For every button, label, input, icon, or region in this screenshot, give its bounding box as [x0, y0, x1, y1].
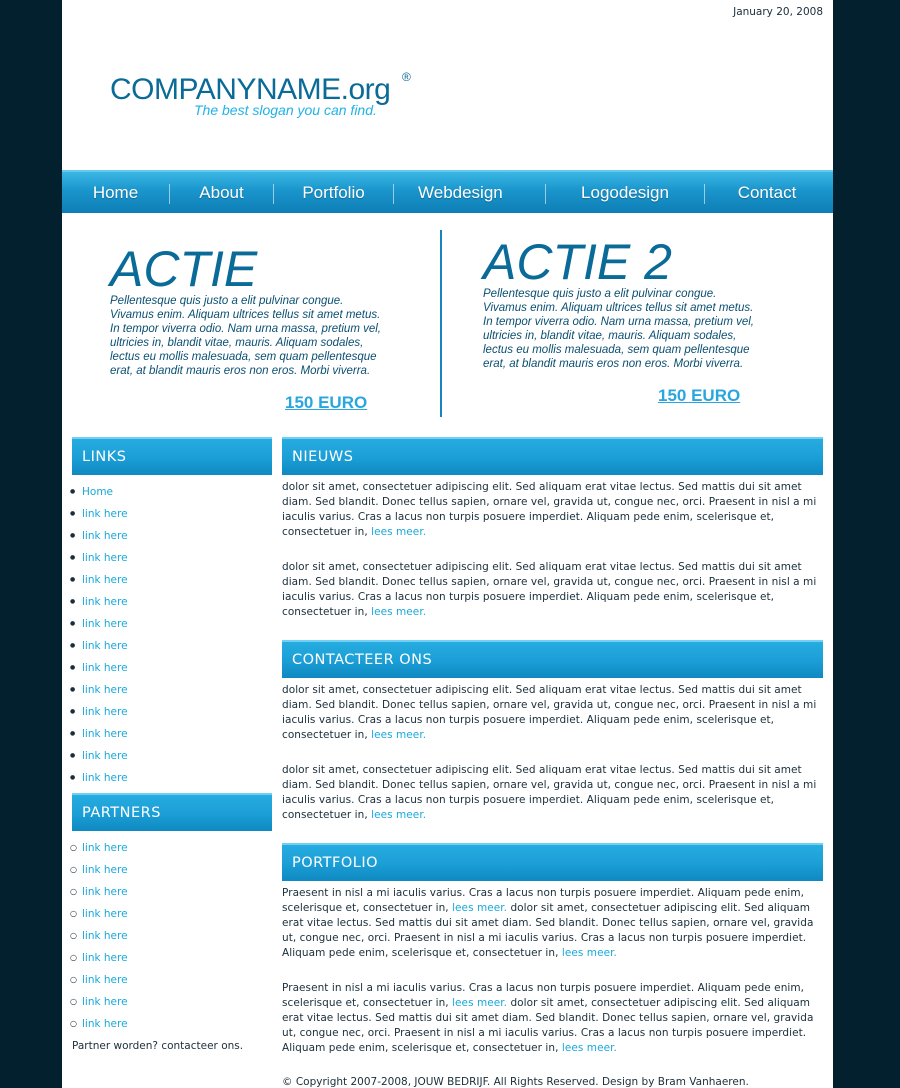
nav-item-contact[interactable]: Contact — [737, 183, 797, 202]
contact-header — [282, 640, 823, 678]
logo-name: COMPANYNAME.org — [110, 73, 391, 106]
portfolio-header — [282, 843, 823, 881]
paragraph-text: dolor sit amet, consectetuer adipiscing elit. Sed aliquam erat vitae lectus. Sed mattis dui sit amet diam. Sed blandit. Donec tellus sapien, ornare vel, gravida ut, congue nec, orci. Praesent in nisl a mi iaculis varius. Cras a lacus non turpis posuere imperdiet. Aliquam pede enim, scelerisque et, consectetuer in, — [282, 481, 817, 538]
paragraph-text: dolor sit amet, consectetuer adipiscing elit. Sed aliquam erat vitae lectus. Sed mattis dui sit amet diam. Sed blandit. Donec tellus sapien, ornare vel, gravida ut, congue nec, orci. Praesent in nisl a mi iaculis varius. Cras a lacus non turpis posuere imperdiet. Aliquam pede enim, scelerisque et, consectetuer in, — [282, 684, 817, 741]
nieuws-header — [282, 437, 823, 475]
paragraph-text: dolor sit amet, consectetuer adipiscing elit. Sed aliquam erat vitae lectus. Sed mattis dui sit amet diam. Sed blandit. Donec tellus sapien, ornare vel, gravida ut, congue nec, orci. Praesent in nisl a mi iaculis varius. Cras a lacus non turpis posuere imperdiet. Aliquam pede enim, scelerisque et, consectetuer in, — [282, 902, 814, 959]
sidebar-link[interactable]: link here — [82, 750, 128, 762]
promo-divider — [440, 230, 442, 417]
nav-item-portfolio[interactable]: Portfolio — [302, 183, 365, 202]
sidebar-link[interactable]: link here — [82, 772, 128, 784]
footer-copyright: © Copyright 2007-2008, JOUW BEDRIJF. All Rights Reserved. Design by Bram Vanhaeren. — [282, 1076, 749, 1088]
partners-list — [62, 837, 128, 1035]
contact-paragraph — [282, 683, 820, 743]
promo-actie-2 — [483, 234, 755, 371]
page — [62, 0, 833, 1088]
list-item — [62, 503, 128, 525]
partner-link[interactable]: link here — [82, 864, 128, 876]
list-item — [62, 881, 128, 903]
paragraph-text: Praesent in nisl a mi iaculis varius. Cras a lacus non turpis posuere imperdiet. Aliquam pede enim, scelerisque et, consectetuer in, — [282, 982, 805, 1009]
nav-item-about[interactable]: About — [199, 183, 244, 202]
list-item — [62, 613, 128, 635]
sidebar-link[interactable]: link here — [82, 618, 128, 630]
nav-item-webdesign[interactable]: Webdesign — [418, 183, 503, 202]
list-item — [62, 635, 128, 657]
promo-title: ACTIE — [110, 241, 258, 297]
list-item — [62, 1013, 128, 1035]
contact-paragraph — [282, 763, 820, 823]
nieuws-title: NIEUWS — [292, 449, 354, 465]
list-item — [62, 723, 128, 745]
sidebar-link[interactable]: link here — [82, 574, 128, 586]
list-item — [62, 679, 128, 701]
read-more-link[interactable]: lees meer. — [371, 809, 427, 821]
list-item — [62, 569, 128, 591]
list-item — [62, 903, 128, 925]
partner-link[interactable]: link here — [82, 952, 128, 964]
list-item — [62, 525, 128, 547]
portfolio-paragraph — [282, 981, 820, 1056]
list-item — [62, 947, 128, 969]
date-label: January 20, 2008 — [733, 6, 823, 18]
list-item — [62, 701, 128, 723]
promo-text: Pellentesque quis justo a elit pulvinar congue. Vivamus enim. Aliquam ultrices tellus sit amet metus. In tempor viverra odio. Nam urna massa, pretium vel, ultricies in, blandit vitae, mauris. Aliquam sodales, lectus eu mollis malesuada, sem quam pellentesque erat, at blandit mauris eros non eros. Morbi viverra. — [483, 288, 754, 370]
paragraph-text: dolor sit amet, consectetuer adipiscing elit. Sed aliquam erat vitae lectus. Sed mattis dui sit amet diam. Sed blandit. Donec tellus sapien, ornare vel, gravida ut, congue nec, orci. Praesent in nisl a mi iaculis varius. Cras a lacus non turpis posuere imperdiet. Aliquam pede enim, scelerisque et, consectetuer in, — [282, 764, 817, 821]
registered-mark: ® — [402, 70, 411, 84]
links-title: LINKS — [82, 449, 127, 465]
logo[interactable] — [110, 70, 411, 118]
partner-link[interactable]: link here — [82, 930, 128, 942]
paragraph-text: dolor sit amet, consectetuer adipiscing elit. Sed aliquam erat vitae lectus. Sed mattis dui sit amet diam. Sed blandit. Donec tellus sapien, ornare vel, gravida ut, congue nec, orci. Praesent in nisl a mi iaculis varius. Cras a lacus non turpis posuere imperdiet. Aliquam pede enim, scelerisque et, consectetuer in, — [282, 997, 814, 1054]
sidebar-link[interactable]: link here — [82, 684, 128, 696]
read-more-link[interactable]: lees meer. — [452, 902, 508, 914]
sidebar-link[interactable]: link here — [82, 530, 128, 542]
partner-link[interactable]: link here — [82, 1018, 128, 1030]
sidebar-link[interactable]: link here — [82, 662, 128, 674]
promo-text: Pellentesque quis justo a elit pulvinar congue. Vivamus enim. Aliquam ultrices tellus sit amet metus. In tempor viverra odio. Nam urna massa, pretium vel, ultricies in, blandit vitae, mauris. Aliquam sodales, lectus eu mollis malesuada, sem quam pellentesque erat, at blandit mauris eros non eros. Morbi viverra. — [110, 295, 381, 377]
portfolio-title: PORTFOLIO — [292, 855, 379, 871]
list-item — [62, 591, 128, 613]
list-item — [62, 859, 128, 881]
read-more-link[interactable]: lees meer. — [452, 997, 508, 1009]
links-header — [72, 437, 272, 475]
partner-link[interactable]: link here — [82, 996, 128, 1008]
partner-link[interactable]: link here — [82, 974, 128, 986]
promo-title: ACTIE 2 — [483, 234, 672, 290]
read-more-link[interactable]: lees meer. — [371, 526, 427, 538]
main-nav — [62, 170, 833, 213]
sidebar-link[interactable]: link here — [82, 552, 128, 564]
read-more-link[interactable]: lees meer. — [561, 1042, 617, 1054]
partners-header — [72, 793, 272, 831]
sidebar-link[interactable]: link here — [82, 508, 128, 520]
list-item — [62, 657, 128, 679]
partner-link[interactable]: link here — [82, 886, 128, 898]
partner-link[interactable]: link here — [82, 908, 128, 920]
list-item — [62, 547, 128, 569]
list-item — [62, 969, 128, 991]
sidebar-link[interactable]: link here — [82, 706, 128, 718]
paragraph-text: dolor sit amet, consectetuer adipiscing elit. Sed aliquam erat vitae lectus. Sed mattis dui sit amet diam. Sed blandit. Donec tellus sapien, ornare vel, gravida ut, congue nec, orci. Praesent in nisl a mi iaculis varius. Cras a lacus non turpis posuere imperdiet. Aliquam pede enim, scelerisque et, consectetuer in, — [282, 561, 817, 618]
paragraph-text: Praesent in nisl a mi iaculis varius. Cras a lacus non turpis posuere imperdiet. Aliquam pede enim, scelerisque et, consectetuer in, — [282, 887, 805, 914]
promo-price-link[interactable]: 150 EURO — [658, 386, 741, 405]
logo-slogan: The best slogan you can find. — [194, 102, 377, 118]
sidebar-link[interactable]: link here — [82, 640, 128, 652]
read-more-link[interactable]: lees meer. — [371, 729, 427, 741]
read-more-link[interactable]: lees meer. — [371, 606, 427, 618]
news-paragraph — [282, 480, 820, 540]
contact-title: CONTACTEER ONS — [292, 652, 433, 668]
list-item — [62, 991, 128, 1013]
partners-title: PARTNERS — [82, 805, 161, 821]
sidebar-link[interactable]: link here — [82, 596, 128, 608]
sidebar-link[interactable]: link here — [82, 728, 128, 740]
nav-item-logodesign[interactable]: Logodesign — [581, 183, 669, 202]
read-more-link[interactable]: lees meer. — [561, 947, 617, 959]
list-item — [62, 767, 128, 789]
promo-price-link[interactable]: 150 EURO — [285, 393, 368, 412]
list-item — [62, 481, 128, 503]
list-item — [62, 745, 128, 767]
portfolio-paragraph — [282, 886, 820, 961]
partner-link[interactable]: link here — [82, 842, 128, 854]
partner-note: Partner worden? contacteer ons. — [72, 1040, 244, 1052]
promo-actie — [110, 241, 382, 378]
list-item — [62, 837, 128, 859]
list-item — [62, 925, 128, 947]
links-list — [62, 481, 128, 789]
news-paragraph — [282, 560, 820, 620]
nav-item-home[interactable]: Home — [92, 183, 139, 202]
sidebar-link-home[interactable]: Home — [82, 486, 114, 498]
